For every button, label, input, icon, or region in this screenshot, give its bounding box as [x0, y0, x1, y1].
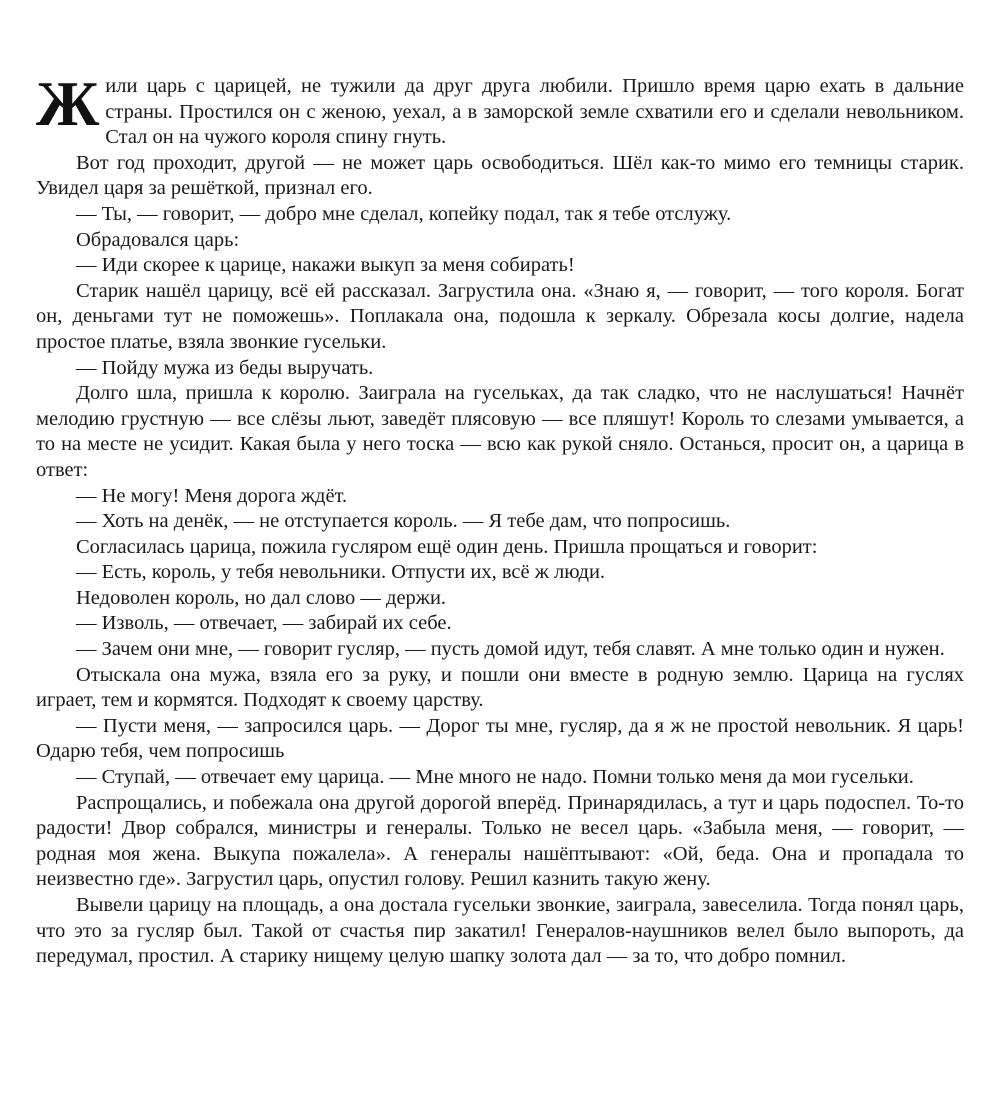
paragraph-4: Обрадовался царь: [76, 228, 240, 251]
paragraph-18: — Ступай, — отвечает ему царица. — Мне много не надо. Помни только меня да мои гусельки. [76, 766, 914, 789]
paragraph-13: Недоволен король, но дал слово — держи. [76, 586, 447, 609]
paragraph-5: — Иди скорее к царице, накажи выкуп за меня собирать! [76, 254, 575, 277]
paragraph-1 [36, 68, 964, 151]
paragraph-8: Долго шла, пришла к королю. Заиграла на гусельках, да так сладко, что не наслушаться! Начнёт мелодию грустную — все слёзы льют, заведёт плясовую — все пляшут! Король то слезами умывается, а то на месте не усидит. Какая была у него тоска — всю как рукой сняло. Останься, просит он, а царица в ответ: [36, 382, 964, 481]
paragraph-9: — Не могу! Меня дорога ждёт. [76, 484, 348, 507]
paragraph-12: — Есть, король, у тебя невольники. Отпусти их, всё ж люди. [76, 561, 606, 584]
paragraph-10: — Хоть на денёк, — не отступается король. — Я тебе дам, что попросишь. [76, 510, 731, 533]
paragraph-17: — Пусти меня, — запросился царь. — Дорог ты мне, гусляр, да я ж не простой невольник. Я царь! Одарю тебя, чем попросишь [36, 714, 964, 763]
paragraph-19: Распрощались, и побежала она другой дорогой вперёд. Принарядилась, а тут и царь подоспел. То-то радости! Двор собрался, министры и генералы. Только не весел царь. «Забыла меня, — говорит, — родная моя жена. Выкупа пожалела». А генералы нашёптывают: «Ой, беда. Она и пропадала то неизвестно где». Загрустил царь, опустил голову. Решил казнить такую жену. [36, 791, 964, 891]
story-text [36, 68, 964, 970]
paragraph-15: — Зачем они мне, — говорит гусляр, — пусть домой идут, тебя славят. А мне только один и нужен. [76, 638, 945, 661]
paragraph-2: Вот год проходит, другой — не может царь освободиться. Шёл как-то мимо его темницы старик. Увидел царя за решёткой, признал его. [36, 151, 964, 200]
drop-cap: Ж [36, 68, 100, 139]
paragraph-3: — Ты, — говорит, — добро мне сделал, копейку подал, так я тебе отслужу. [76, 202, 732, 225]
paragraph-20: Вывели царицу на площадь, а она достала гусельки звонкие, заиграла, завеселила. Тогда понял царь, что это за гусляр был. Такой от счастья пир закатил! Генералов-наушников велел было выпороть, да передумал, простил. А старику нищему целую шапку золота дал — за то, что добро помнил. [36, 894, 964, 968]
paragraph-16: Отыскала она мужа, взяла его за руку, и пошли они вместе в родную землю. Царица на гуслях играет, тем и кормятся. Подходят к своему царству. [36, 663, 964, 712]
paragraph-1-text: или царь с царицей, не тужили да друг друга любили. Пришло время царю ехать в дальние страны. Простился он с женою, уехал, а в заморской земле схватили его и сделали невольником. Стал он на чужого короля спину гнуть. [105, 75, 964, 149]
paragraph-11: Согласилась царица, пожила гусляром ещё один день. Пришла прощаться и говорит: [76, 535, 818, 558]
paragraph-6: Старик нашёл царицу, всё ей рассказал. Загрустила она. «Знаю я, — говорит, — того короля. Богат он, деньгами тут не поможешь». Поплакала она, подошла к зеркалу. Обрезала косы долгие, надела простое платье, взяла звонкие гусельки. [36, 279, 964, 353]
paragraph-14: — Изволь, — отвечает, — забирай их себе. [76, 612, 452, 635]
paragraph-7: — Пойду мужа из беды выручать. [76, 356, 374, 379]
